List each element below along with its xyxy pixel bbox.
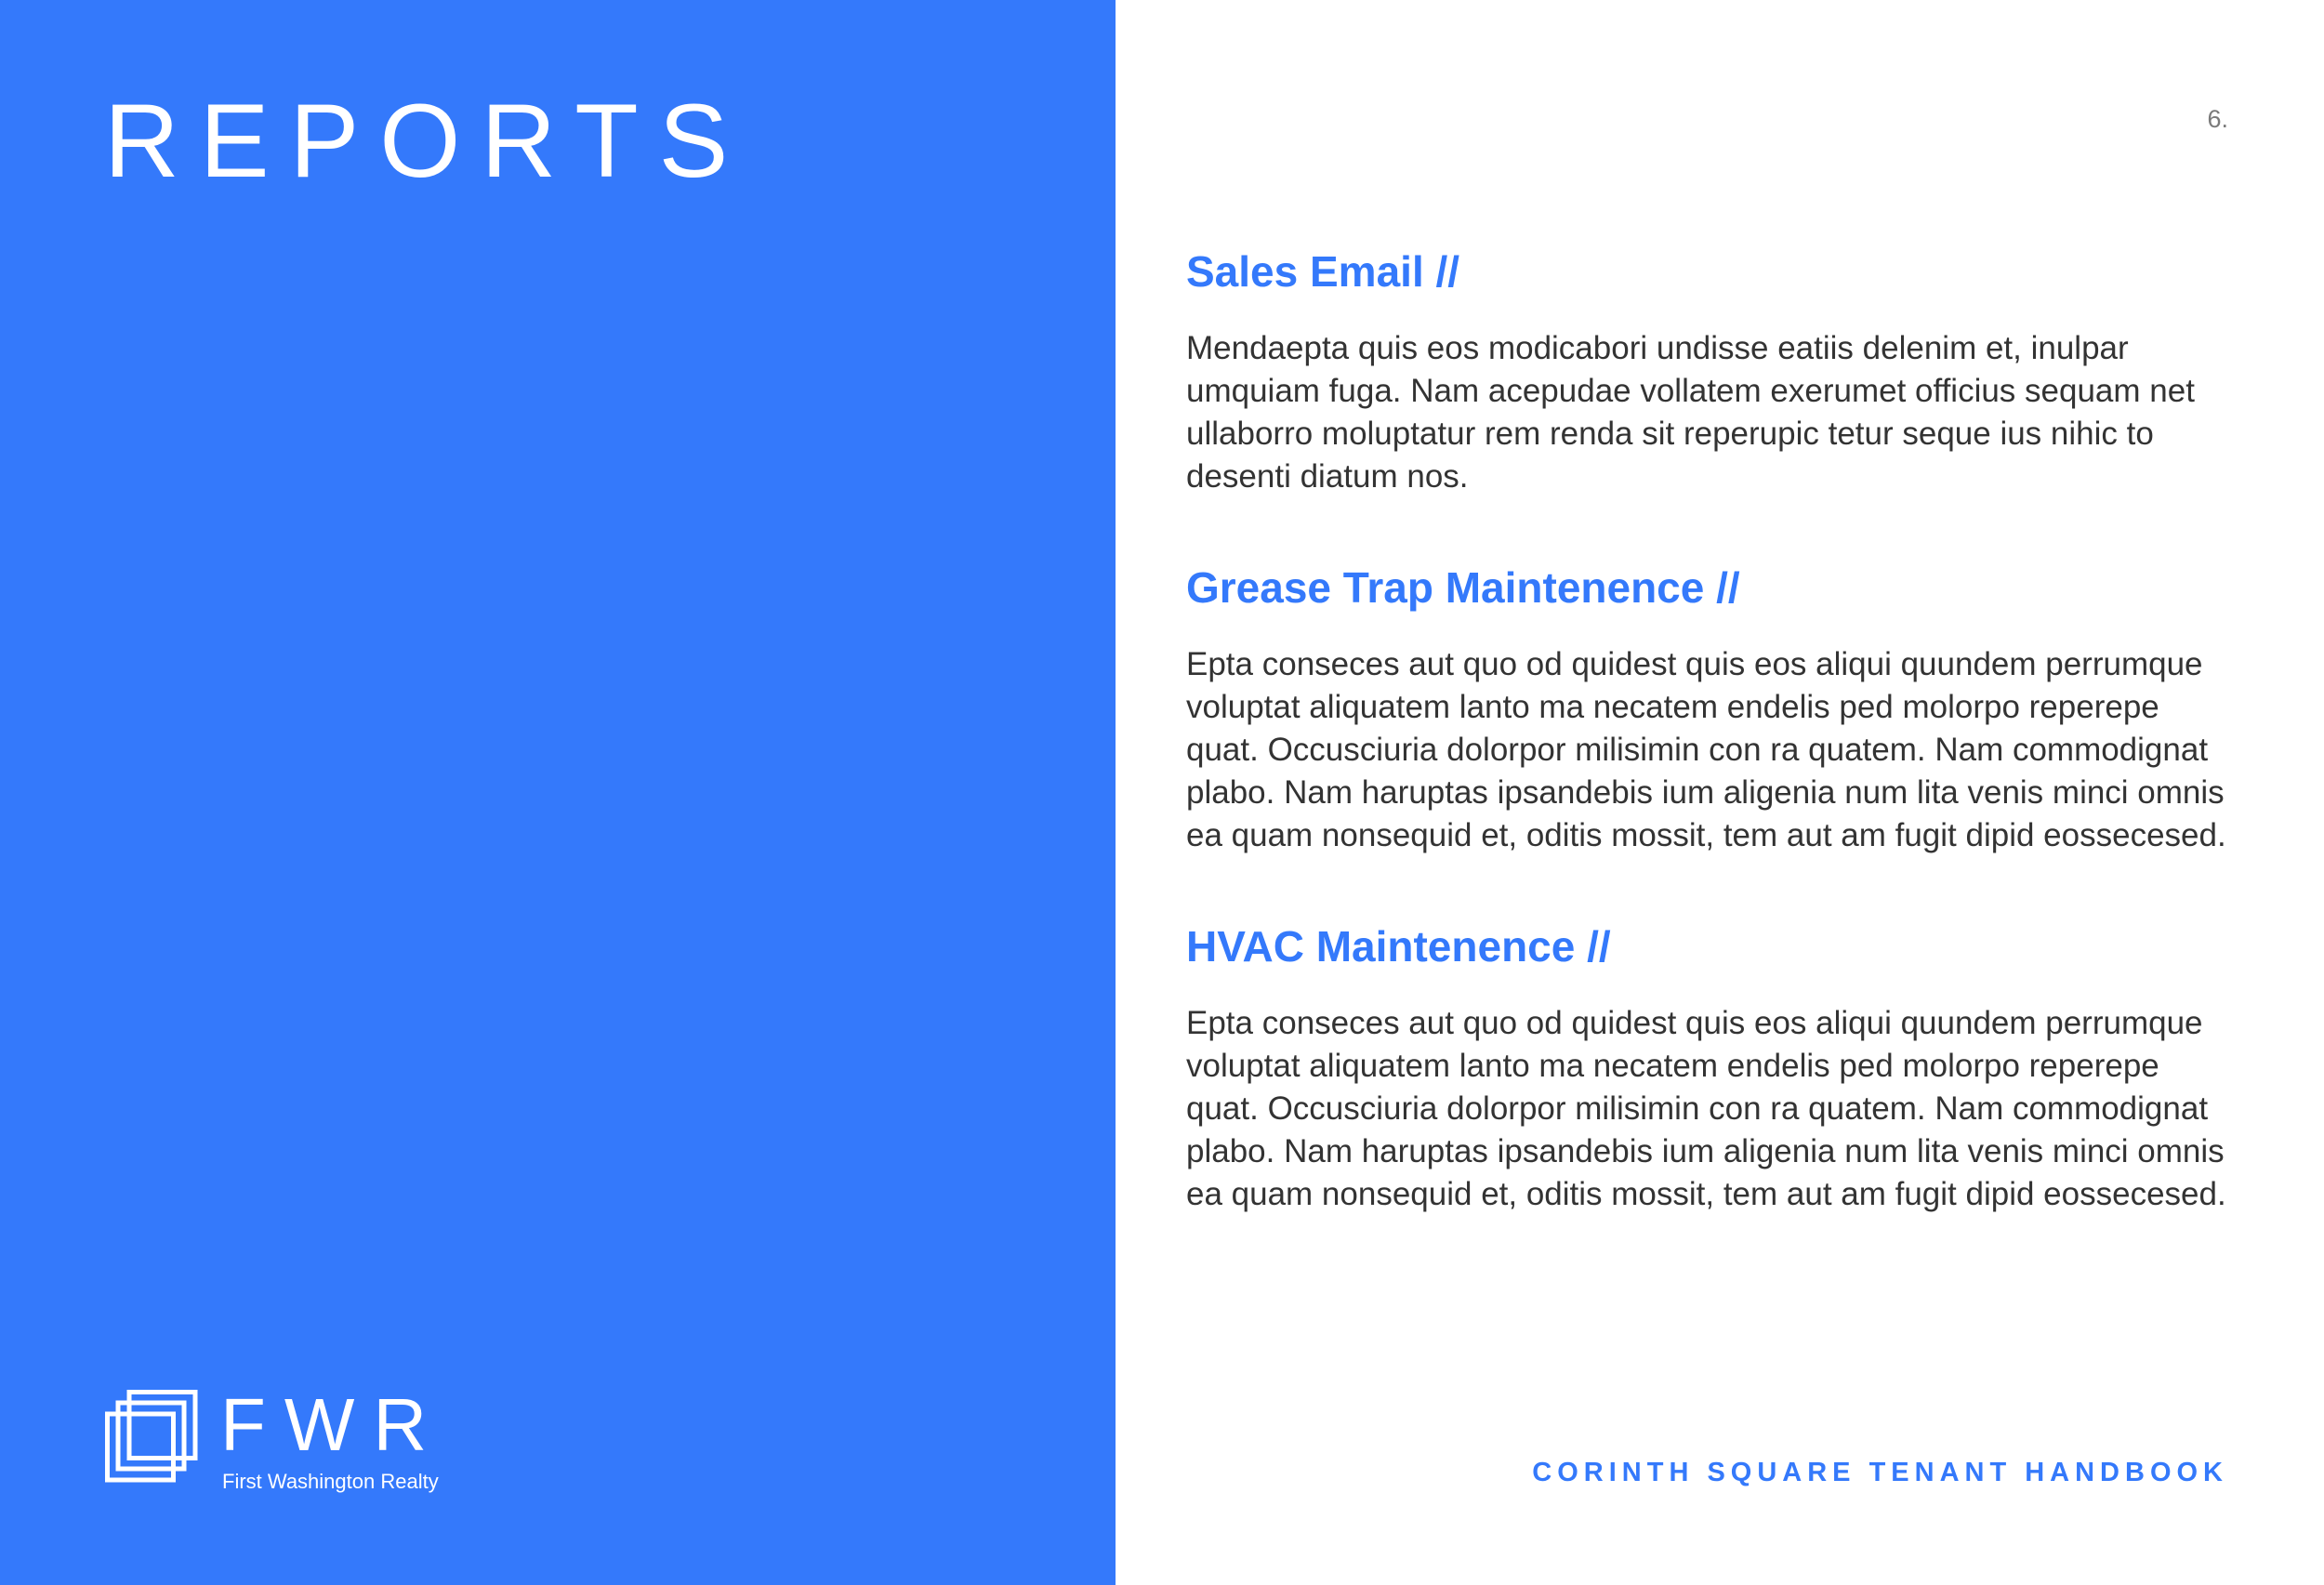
company-logo [105, 1383, 458, 1499]
section-title: REPORTS [104, 83, 749, 199]
left-color-panel [0, 0, 1116, 1585]
block-body-text: Epta conseces aut quo od quidest quis eos aliqui quundem perrumque voluptat aliquatem lanto ma necatem endelis ped molorpo reperepe quat. Occusciuria dolorpor milisimin con ra quatem. Nam commodignat plabo. Nam haruptas ipsandebis ium aligenia num lita venis minci omnis ea quam nonsequid et, oditis mossit, tem aut am fugit dipid eossecesed. [1186, 646, 2226, 853]
report-block-hvac [1186, 918, 2237, 1216]
page-number: 6. [2207, 105, 2228, 133]
block-body-text: Mendaepta quis eos modicabori undisse eatiis delenim et, inulpar umquiam fuga. Nam acepudae vollatem exerumet officius sequam net ullaborro moluptatur rem renda sit reperupic tetur seque ius nihic to desenti diatum nos. [1186, 330, 2195, 495]
overlapping-squares-logo-icon [105, 1390, 198, 1483]
logo-company-name: First Washington Realty [222, 1470, 439, 1493]
block-body-text: Epta conseces aut quo od quidest quis eos aliqui quundem perrumque voluptat aliquatem lanto ma necatem endelis ped molorpo reperepe quat. Occusciuria dolorpor milisimin con ra quatem. Nam commodignat plabo. Nam haruptas ipsandebis ium aligenia num lita venis minci omnis ea quam nonsequid et, oditis mossit, tem aut am fugit dipid eossecesed. [1186, 1005, 2226, 1212]
report-block-grease-trap [1186, 560, 2237, 857]
block-heading: Sales Email // [1186, 247, 1460, 296]
logo-letters: FWR [220, 1383, 446, 1466]
block-heading: Grease Trap Maintenence // [1186, 563, 1740, 612]
content-column [1186, 244, 2237, 1216]
handbook-footer-title: CORINTH SQUARE TENANT HANDBOOK [1532, 1458, 2228, 1487]
block-heading: HVAC Maintenence // [1186, 922, 1611, 971]
report-block-sales-email [1186, 244, 2237, 498]
